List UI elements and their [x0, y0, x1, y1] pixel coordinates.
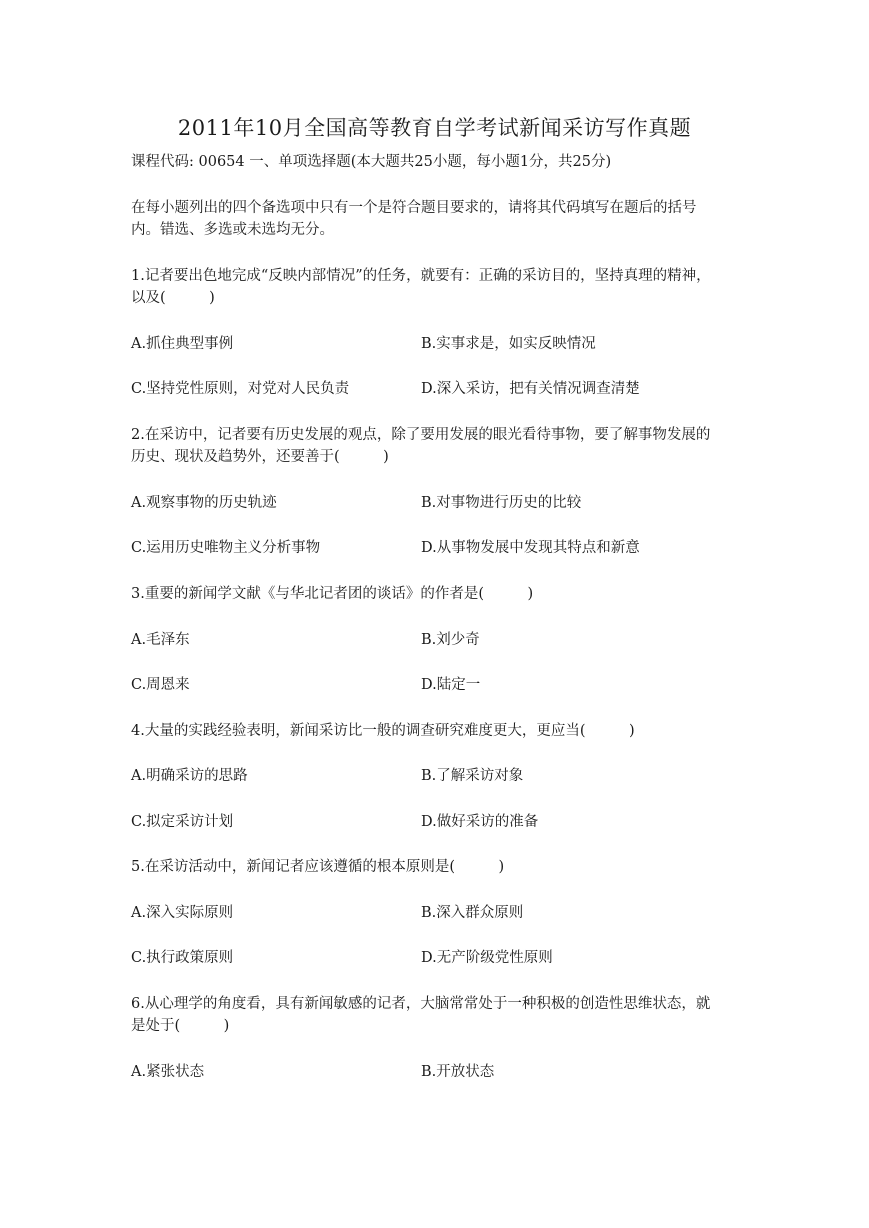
question-6-stem-cont: 是处于( ): [131, 1018, 230, 1034]
question-3-option-c: C.周恩来: [131, 677, 190, 693]
question-5-option-a: A.深入实际原则: [131, 905, 234, 921]
instructions-line-2: 内。错选、多选或未选均无分。: [131, 222, 334, 238]
question-3-option-a: A.毛泽东: [131, 632, 190, 648]
question-1-stem-cont: 以及( ): [131, 290, 215, 306]
question-2-stem-cont: 历史、现状及趋势外，还要善于( ): [131, 449, 389, 465]
question-2-option-b: B.对事物进行历史的比较: [421, 495, 582, 511]
question-4-option-b: B.了解采访对象: [421, 768, 524, 784]
question-3-stem: 3.重要的新闻学文献《与华北记者团的谈话》的作者是( ): [131, 586, 534, 602]
question-3-option-b: B.刘少奇: [421, 632, 480, 648]
question-1-option-b: B.实事求是，如实反映情况: [421, 336, 596, 352]
question-2-stem: 2.在采访中，记者要有历史发展的观点，除了要用发展的眼光看待事物，要了解事物发展的: [131, 427, 711, 443]
question-6-stem: 6.从心理学的角度看，具有新闻敏感的记者，大脑常常处于一种积极的创造性思维状态，就: [131, 996, 711, 1012]
question-2-option-a: A.观察事物的历史轨迹: [131, 495, 277, 511]
question-6-option-a: A.紧张状态: [131, 1064, 205, 1080]
question-1-option-a: A.抓住典型事例: [131, 336, 234, 352]
course-code-line: 课程代码: 00654 一、单项选择题(本大题共25小题，每小题1分，共25分): [131, 154, 612, 170]
question-1-option-d: D.深入采访，把有关情况调查清楚: [421, 381, 640, 397]
question-4-option-d: D.做好采访的准备: [421, 814, 539, 830]
question-5-option-b: B.深入群众原则: [421, 905, 524, 921]
question-3-option-d: D.陆定一: [421, 677, 481, 693]
question-6-option-b: B.开放状态: [421, 1064, 495, 1080]
question-5-option-d: D.无产阶级党性原则: [421, 950, 553, 966]
question-4-option-c: C.拟定采访计划: [131, 814, 234, 830]
question-5-option-c: C.执行政策原则: [131, 950, 234, 966]
question-4-option-a: A.明确采访的思路: [131, 768, 248, 784]
question-5-stem: 5.在采访活动中，新闻记者应该遵循的根本原则是( ): [131, 859, 505, 875]
instructions-line-1: 在每小题列出的四个备选项中只有一个是符合题目要求的，请将其代码填写在题后的括号: [131, 200, 697, 216]
question-1-option-c: C.坚持党性原则，对党对人民负责: [131, 381, 350, 397]
question-2-option-d: D.从事物发展中发现其特点和新意: [421, 540, 640, 556]
question-1-stem: 1.记者要出色地完成“反映内部情况”的任务，就要有：正确的采访目的，坚持真理的精神，: [131, 268, 711, 284]
question-4-stem: 4.大量的实践经验表明，新闻采访比一般的调查研究难度更大，更应当( ): [131, 723, 635, 739]
page-title: 2011年10月全国高等教育自学考试新闻采访写作真题: [177, 116, 692, 140]
question-2-option-c: C.运用历史唯物主义分析事物: [131, 540, 321, 556]
